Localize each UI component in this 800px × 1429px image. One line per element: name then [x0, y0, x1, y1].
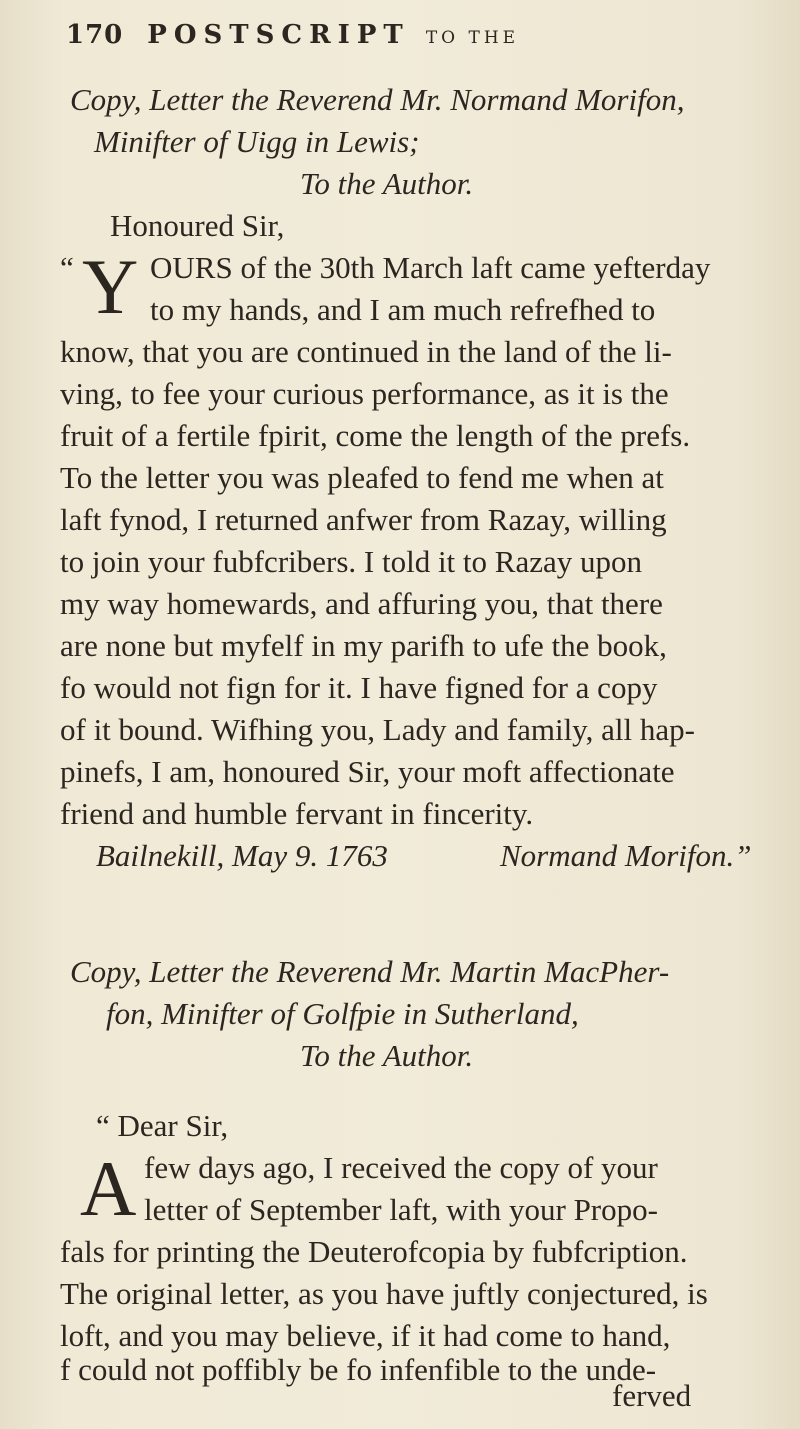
letter2-body-line: few days ago, I received the copy of your — [144, 1150, 658, 1185]
letter1-body-line: know, that you are continued in the land of the li- — [60, 334, 672, 369]
letter1-body-line: laft fynod, I returned anfwer from Razay, willing — [60, 502, 667, 537]
running-head — [66, 20, 519, 50]
letter1-open-quote: “ — [60, 250, 74, 285]
letter2-heading-line3: To the Author. — [300, 1038, 474, 1073]
letter1-body-line: OURS of the 30th March laft came yefterday — [150, 250, 711, 285]
letter2-salutation: “ Dear Sir, — [96, 1108, 229, 1143]
letter1-body-line: of it bound. Wifhing you, Lady and family, all hap- — [60, 712, 695, 747]
letter1-body-line: friend and humble fervant in fincerity. — [60, 796, 534, 831]
letter1-heading-line2: Minifter of Uigg in Lewis; — [94, 124, 420, 159]
letter2-body-line: loft, and you may believe, if it had come to hand, — [60, 1318, 671, 1353]
letter1-salutation: Honoured Sir, — [110, 208, 285, 243]
letter1-body-line: to join your fubfcribers. I told it to Razay upon — [60, 544, 642, 579]
letter1-signature: Normand Morifon.” — [500, 838, 752, 873]
catchword: ferved — [612, 1378, 692, 1413]
page-number: 170 — [66, 20, 124, 50]
running-head-to-the: TO THE — [425, 28, 520, 48]
letter1-body-line: to my hands, and I am much refrefhed to — [150, 292, 656, 327]
letter2-body-line: f could not poffibly be fo infenfible to the unde- — [60, 1352, 657, 1387]
letter1-drop-cap: Y — [82, 243, 139, 330]
letter2-heading-line2: fon, Minifter of Golfpie in Sutherland, — [106, 996, 579, 1031]
letter1-body-line: fruit of a fertile fpirit, come the length of the prefs. — [60, 418, 691, 453]
letter1-body-line: fo would not fign for it. I have figned for a copy — [60, 670, 658, 705]
letter2-body-line: The original letter, as you have juftly conjectured, is — [60, 1276, 708, 1311]
letter1-heading-line3: To the Author. — [300, 166, 474, 201]
letter2-body-line: fals for printing the Deuterofcopia by fubfcription. — [60, 1234, 688, 1269]
letter1-body-line: my way homewards, and affuring you, that there — [60, 586, 663, 621]
letter1-body-line: To the letter you was pleafed to fend me when at — [60, 460, 664, 495]
letter1-heading-line1: Copy, Letter the Reverend Mr. Normand Morifon, — [70, 82, 685, 117]
letter1-body-line: are none but myfelf in my parifh to ufe the book, — [60, 628, 667, 663]
running-head-title: POSTSCRIPT — [147, 20, 410, 50]
letter2-body-line: letter of September laft, with your Propo- — [144, 1192, 658, 1227]
letter1-place-date: Bailnekill, May 9. 1763 — [96, 838, 388, 873]
letter2-drop-cap: A — [80, 1145, 137, 1232]
letter2-heading-line1: Copy, Letter the Reverend Mr. Martin MacPher- — [70, 954, 670, 989]
letter1-body-line: pinefs, I am, honoured Sir, your moft affectionate — [60, 754, 675, 789]
letter1-body-line: ving, to fee your curious performance, as it is the — [60, 376, 669, 411]
